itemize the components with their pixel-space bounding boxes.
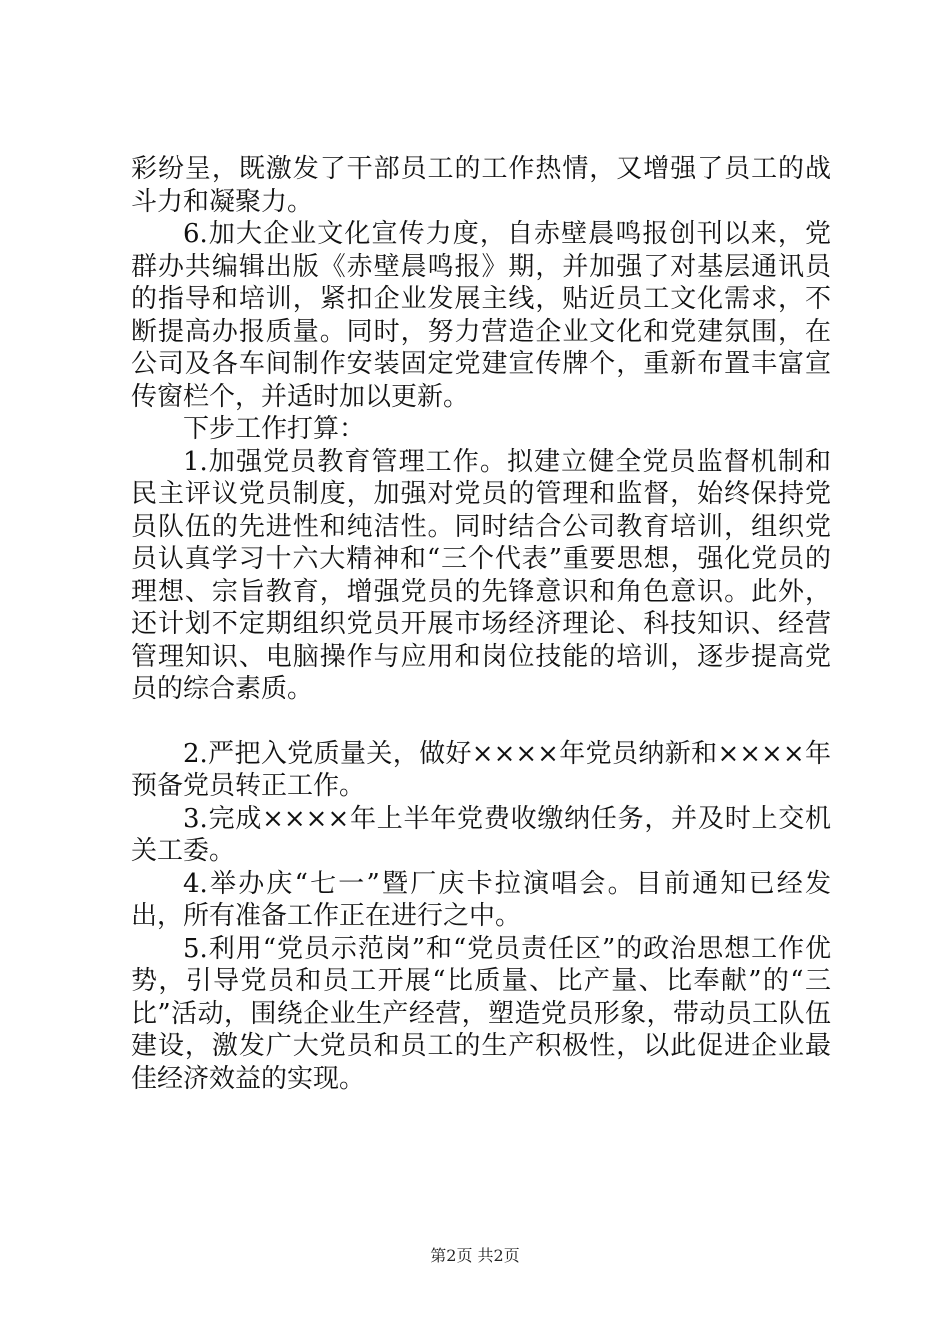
paragraph-continuation: 彩纷呈，既激发了干部员工的工作热情，又增强了员工的战斗力和凝聚力。 <box>131 154 831 217</box>
paragraph-plan-2: 2.严把入党质量关，做好××××年党员纳新和××××年预备党员转正工作。 <box>131 738 831 801</box>
section-heading-next-steps: 下步工作打算： <box>183 414 366 444</box>
paragraph-plan-3: 3.完成××××年上半年党费收缴纳任务，并及时上交机关工委。 <box>131 803 831 866</box>
paragraph-plan-1: 1.加强党员教育管理工作。拟建立健全党员监督机制和民主评议党员制度，加强对党员的管理和监督，始终保持党员队伍的先进性和纯洁性。同时结合公司教育培训，组织党员认真学习十六大精神和“三个代表”重要思想，强化党员的理想、宗旨教育，增强党员的先锋意识和角色意识。此外，还计划不定期组织党员开展市场经济理论、科技知识、经营管理知识、电脑操作与应用和岗位技能的培训，逐步提高党员的综合素质。 <box>131 446 831 704</box>
paragraph-plan-5: 5.利用“党员示范岗”和“党员责任区”的政治思想工作优势，引导党员和员工开展“比质量、比产量、比奉献”的“三比”活动，围绕企业生产经营，塑造党员形象，带动员工队伍建设，激发广大党员和员工的生产积极性，以此促进企业最佳经济效益的实现。 <box>131 933 831 1094</box>
document-body <box>131 153 831 1095</box>
paragraph-item-6: 6.加大企业文化宣传力度，自赤壁晨鸣报创刊以来，党群办共编辑出版《赤壁晨鸣报》期，并加强了对基层通讯员的指导和培训，紧扣企业发展主线，贴近员工文化需求，不断提高办报质量。同时，努力营造企业文化和党建氛围，在公司及各车间制作安装固定党建宣传牌个，重新布置丰富宣传窗栏个，并适时加以更新。 <box>131 219 831 412</box>
paragraph-plan-4: 4.举办庆“七一”暨厂庆卡拉演唱会。目前通知已经发出，所有准备工作正在进行之中。 <box>131 868 831 931</box>
paragraph-spacer <box>131 706 831 738</box>
page-number-footer: 第2页 共2页 <box>430 1246 520 1265</box>
